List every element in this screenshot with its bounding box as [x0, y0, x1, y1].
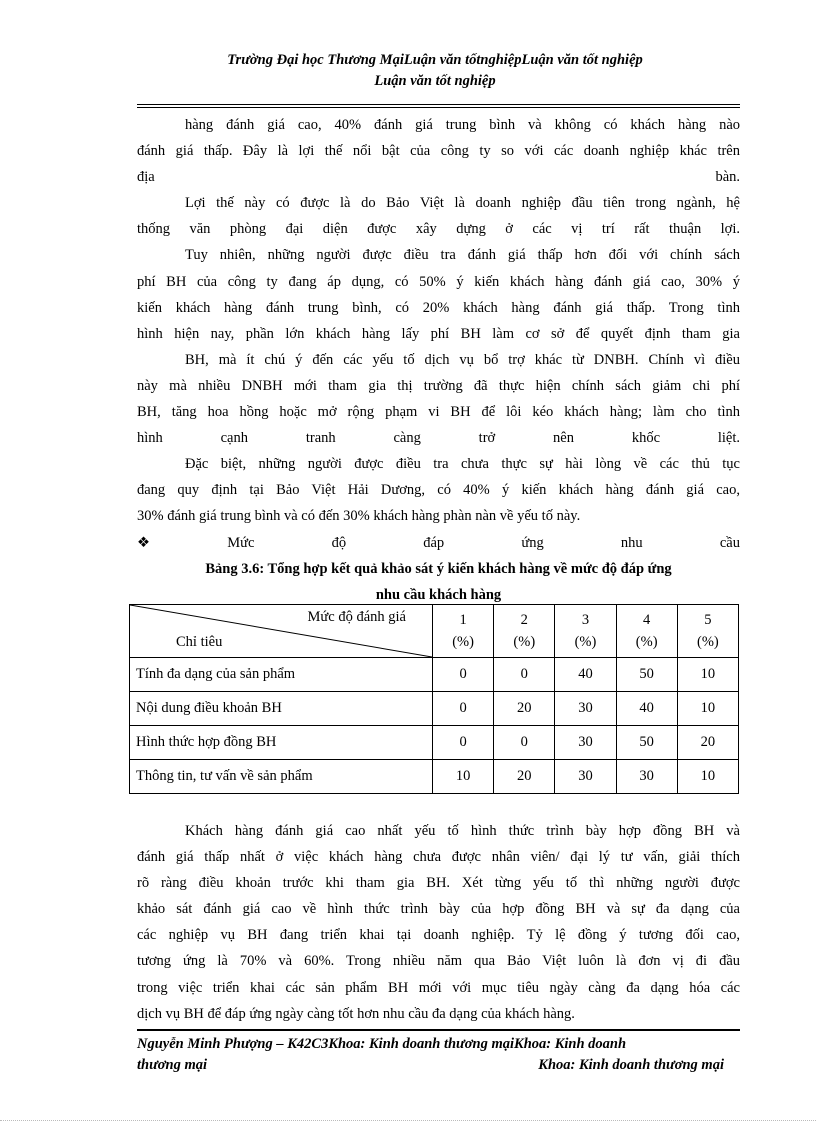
- table-cell: 30: [555, 726, 616, 760]
- body-line: 30% đánh giá trung bình và có đến 30% khách hàng phàn nàn về yếu tố này.: [137, 508, 581, 525]
- page-footer: [137, 1034, 740, 1076]
- table-cell: 0: [433, 692, 494, 726]
- row-label: Nội dung điều khoản BH: [130, 692, 433, 726]
- column-header: [555, 605, 616, 658]
- body-line: phí BH của công ty đang áp dụng, có 50% ý kiến khách hàng đánh giá cao, 30% ý: [137, 273, 740, 290]
- table-cell: 0: [433, 658, 494, 692]
- footer-rule: [137, 1029, 740, 1031]
- body-line: hình hiện nay, phần lớn khách hàng lấy phí BH làm cơ sở để quyết định tham gia: [137, 325, 740, 342]
- column-header: [494, 605, 555, 658]
- body-line-split: [137, 164, 740, 190]
- body-line: Đặc biệt, những người được điều tra chưa thực sự hài lòng về các thủ tục: [185, 456, 740, 473]
- body-word: bàn.: [715, 169, 740, 186]
- body-line: các nghiệp vụ BH đang triển khai tại doanh nghiệp. Tỷ lệ đồng ý tương đối cao,: [137, 927, 740, 944]
- bullet-word: Mức: [227, 534, 255, 551]
- body-line: BH, mà ít chú ý đến các yếu tố dịch vụ bổ trợ khác từ DNBH. Chính vì điều: [185, 351, 740, 368]
- bullet-word: ứng: [521, 534, 544, 551]
- header-line-2: Luận văn tốt nghiệp: [374, 73, 496, 89]
- body-line: khảo sát đánh giá cao về hình thức trình bày của hợp đồng BH và sự đa dạng của: [137, 901, 740, 918]
- table-cell: 50: [616, 658, 677, 692]
- diagonal-header-cell: [130, 605, 433, 658]
- column-unit: (%): [513, 634, 536, 650]
- table-cell: 50: [616, 726, 677, 760]
- table-row: [130, 760, 739, 794]
- table-row: [130, 692, 739, 726]
- table-caption: Bảng 3.6: Tổng hợp kết quả khảo sát ý kiến khách hàng về mức độ đáp ứng: [205, 560, 672, 577]
- footer-author: Nguyễn Minh Phượng – K42C3Khoa: Kinh doanh thương mạiKhoa: Kinh doanh: [137, 1036, 627, 1052]
- table-cell: 20: [494, 692, 555, 726]
- footer-line-1: [137, 1034, 740, 1055]
- body-line: rõ ràng điều khoản trước khi tham gia BH. Xét từng yếu tố thì những người được: [137, 875, 740, 892]
- table-cell: 10: [677, 658, 738, 692]
- column-unit: (%): [574, 634, 597, 650]
- body-line: thống văn phòng đại diện được xây dựng ở các vị trí rất thuận lợi.: [137, 221, 740, 238]
- body-line: dịch vụ BH để đáp ứng ngày càng tốt hơn nhu cầu đa dạng của khách hàng.: [137, 1005, 575, 1022]
- column-header: [616, 605, 677, 658]
- table-row: [130, 658, 739, 692]
- header-line-1: Trường Đại học Thương MạiLuận văn tốtnghiệpLuận văn tốt nghiệp: [227, 52, 643, 68]
- body-line: trong việc triển khai các sản phẩm BH mới với mục tiêu ngày càng đa dạng hóa các: [137, 979, 740, 996]
- body-line: Tuy nhiên, những người được điều tra đánh giá thấp hơn đối với chính sách: [185, 247, 740, 264]
- body-text: [137, 112, 740, 608]
- row-label: Tính đa dạng của sản phẩm: [130, 658, 433, 692]
- diamond-bullet-icon: ❖: [137, 534, 150, 551]
- table-cell: 30: [555, 760, 616, 794]
- body-line: tương ứng là 70% và 60%. Trong nhiều năm qua Bảo Việt luôn là đơn vị đi đầu: [137, 953, 740, 970]
- header-rule-top: [137, 104, 740, 105]
- bullet-word: cầu: [719, 534, 740, 551]
- body-line: hình cạnh tranh càng trở nên khốc liệt.: [137, 430, 740, 447]
- body-line: Lợi thế này có được là do Bảo Việt là doanh nghiệp đầu tiên trong ngành, hệ: [185, 195, 740, 212]
- table-caption-cont: nhu cầu khách hàng: [375, 586, 502, 603]
- body-line: kiến khách hàng đánh trung bình, có 20% khách hàng đánh giá thấp. Trong tình: [137, 299, 740, 316]
- footer-faculty: Khoa: Kinh doanh thương mại: [538, 1057, 724, 1073]
- body-line: này mà nhiều DNBH mới tham gia thị trường đã thực hiện chính sách giảm chi phí: [137, 377, 740, 394]
- table-row: [130, 726, 739, 760]
- column-header: [677, 605, 738, 658]
- table-cell: 40: [555, 658, 616, 692]
- column-number: 5: [704, 612, 712, 628]
- body-line: Khách hàng đánh giá cao nhất yếu tố hình thức trình bày hợp đồng BH và: [185, 823, 740, 839]
- table-header-row: [130, 605, 739, 658]
- body-text-continued: [137, 818, 740, 1027]
- header-criteria-label: Chỉ tiêu: [176, 634, 223, 650]
- table-cell: 0: [433, 726, 494, 760]
- table-cell: 0: [494, 726, 555, 760]
- page-header: [130, 50, 740, 92]
- table-cell: 10: [433, 760, 494, 794]
- body-line: hàng đánh giá cao, 40% đánh giá trung bình và không có khách hàng nào: [185, 117, 740, 133]
- body-word: địa: [137, 169, 155, 186]
- column-number: 4: [643, 612, 651, 628]
- bullet-word: nhu: [620, 534, 643, 551]
- body-line: đánh giá thấp nhất ở việc khách hàng chưa được nhân viên/ đại lý tư vấn, giải thích: [137, 849, 740, 866]
- bullet-heading: [137, 530, 740, 556]
- bullet-word: đáp: [423, 534, 445, 551]
- table-cell: 0: [494, 658, 555, 692]
- header-rule-bottom: [137, 107, 740, 108]
- bullet-word: độ: [331, 534, 347, 551]
- table-cell: 30: [555, 692, 616, 726]
- column-header: [433, 605, 494, 658]
- column-unit: (%): [452, 634, 474, 650]
- row-label: Thông tin, tư vấn về sản phẩm: [130, 760, 433, 794]
- column-number: 3: [581, 612, 590, 628]
- header-rating-label: Mức độ đánh giá: [307, 609, 406, 625]
- page-boundary: [0, 1120, 816, 1121]
- table-cell: 20: [494, 760, 555, 794]
- column-unit: (%): [635, 634, 658, 650]
- body-line: BH, tăng hoa hồng hoặc mở rộng phạm vi BH để lôi kéo khách hàng; làm cho tình: [137, 404, 740, 421]
- column-number: 2: [520, 612, 528, 628]
- footer-line-2: [137, 1055, 740, 1076]
- column-unit: (%): [697, 634, 719, 650]
- column-number: 1: [459, 612, 467, 628]
- row-label: Hình thức hợp đồng BH: [130, 726, 433, 760]
- body-line: đang quy định tại Bảo Việt Hải Dương, có 40% ý kiến khách hàng đánh giá cao,: [137, 482, 740, 499]
- survey-table: [129, 604, 739, 794]
- table-cell: 10: [677, 760, 738, 794]
- table-cell: 10: [677, 692, 738, 726]
- footer-faculty-cont: thương mại: [137, 1057, 208, 1073]
- table-cell: 30: [616, 760, 677, 794]
- table-cell: 40: [616, 692, 677, 726]
- body-line: đánh giá thấp. Đây là lợi thế nổi bật của công ty so với các doanh nghiệp khác trên: [137, 143, 740, 160]
- table-cell: 20: [677, 726, 738, 760]
